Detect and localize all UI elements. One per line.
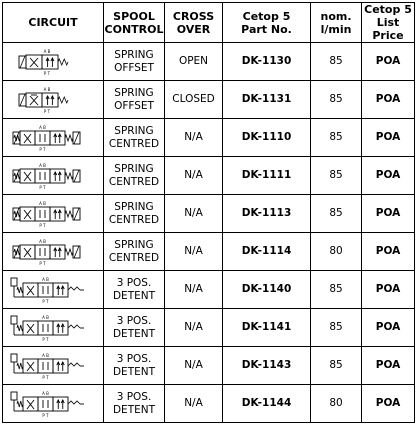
- spool-control-cell: SPRING OFFSET: [104, 43, 165, 81]
- table-row: [3, 309, 415, 347]
- svg-text:A B: A B: [39, 162, 46, 168]
- part-no-cell: DK-1110: [223, 119, 311, 157]
- part-no-cell: DK-1111: [223, 157, 311, 195]
- flow-cell: 85: [311, 271, 362, 309]
- svg-text:P T: P T: [43, 108, 51, 114]
- cross-over-cell: N/A: [165, 347, 223, 385]
- circuit-cell: [3, 195, 104, 233]
- table-row: [3, 195, 415, 233]
- list-price-cell: POA: [362, 271, 415, 309]
- svg-text:A B: A B: [42, 314, 49, 320]
- list-price-cell: POA: [362, 81, 415, 119]
- flow-cell: 85: [311, 347, 362, 385]
- spool-control-cell: SPRING CENTRED: [104, 119, 165, 157]
- list-price-cell: POA: [362, 195, 415, 233]
- svg-text:A B: A B: [42, 352, 49, 358]
- cross-over-cell: N/A: [165, 385, 223, 423]
- svg-text:A B: A B: [42, 390, 49, 396]
- svg-text:P T: P T: [39, 260, 46, 266]
- part-no-cell: DK-1114: [223, 233, 311, 271]
- svg-text:A B: A B: [43, 86, 51, 92]
- svg-text:P T: P T: [42, 374, 49, 380]
- svg-text:A B: A B: [39, 238, 46, 244]
- 3pos-spring-centred-icon: [7, 161, 99, 191]
- svg-text:A B: A B: [39, 124, 46, 130]
- spool-control-cell: SPRING OFFSET: [104, 81, 165, 119]
- part-no-cell: DK-1140: [223, 271, 311, 309]
- part-no-cell: DK-1113: [223, 195, 311, 233]
- cross-over-cell: N/A: [165, 309, 223, 347]
- circuit-cell: [3, 233, 104, 271]
- spool-control-cell: 3 POS. DETENT: [104, 347, 165, 385]
- circuit-cell: [3, 157, 104, 195]
- table-row: [3, 385, 415, 423]
- 2pos-spring-closed-icon: [7, 85, 99, 115]
- valve-spec-table: [2, 2, 415, 423]
- circuit-cell: [3, 81, 104, 119]
- 3pos-spring-centred-icon: [7, 199, 99, 229]
- list-price-cell: POA: [362, 119, 415, 157]
- header-list-price: Cetop 5 List Price: [362, 3, 415, 43]
- flow-cell: 80: [311, 385, 362, 423]
- svg-text:A B: A B: [42, 276, 49, 282]
- part-no-cell: DK-1130: [223, 43, 311, 81]
- header-row: [3, 3, 415, 43]
- list-price-cell: POA: [362, 157, 415, 195]
- svg-text:A B: A B: [43, 48, 51, 54]
- 2pos-spring-open-icon: [7, 47, 99, 77]
- svg-text:A B: A B: [39, 200, 46, 206]
- cross-over-cell: N/A: [165, 233, 223, 271]
- table-row: [3, 157, 415, 195]
- header-spool-control: SPOOL CONTROL: [104, 3, 165, 43]
- spool-control-cell: 3 POS. DETENT: [104, 385, 165, 423]
- 3pos-detent-icon: [7, 275, 99, 305]
- svg-text:P T: P T: [42, 298, 49, 304]
- svg-text:P T: P T: [42, 412, 49, 418]
- 3pos-spring-centred-icon: [7, 123, 99, 153]
- circuit-cell: [3, 119, 104, 157]
- cross-over-cell: N/A: [165, 195, 223, 233]
- part-no-cell: DK-1143: [223, 347, 311, 385]
- table-row: [3, 347, 415, 385]
- header-flow: nom. l/min: [311, 3, 362, 43]
- svg-text:P T: P T: [43, 70, 51, 76]
- list-price-cell: POA: [362, 385, 415, 423]
- cross-over-cell: N/A: [165, 119, 223, 157]
- table-row: [3, 271, 415, 309]
- spool-control-cell: SPRING CENTRED: [104, 157, 165, 195]
- flow-cell: 85: [311, 81, 362, 119]
- 3pos-spring-centred-icon: [7, 237, 99, 267]
- flow-cell: 85: [311, 157, 362, 195]
- header-cross-over: CROSS OVER: [165, 3, 223, 43]
- svg-text:P T: P T: [39, 184, 46, 190]
- svg-text:P T: P T: [39, 222, 46, 228]
- header-part-no: Cetop 5 Part No.: [223, 3, 311, 43]
- flow-cell: 85: [311, 195, 362, 233]
- part-no-cell: DK-1131: [223, 81, 311, 119]
- circuit-cell: [3, 43, 104, 81]
- cross-over-cell: CLOSED: [165, 81, 223, 119]
- cross-over-cell: OPEN: [165, 43, 223, 81]
- cross-over-cell: N/A: [165, 271, 223, 309]
- table-row: [3, 119, 415, 157]
- spool-control-cell: 3 POS. DETENT: [104, 309, 165, 347]
- table-row: [3, 233, 415, 271]
- list-price-cell: POA: [362, 309, 415, 347]
- flow-cell: 85: [311, 119, 362, 157]
- list-price-cell: POA: [362, 43, 415, 81]
- list-price-cell: POA: [362, 233, 415, 271]
- flow-cell: 85: [311, 309, 362, 347]
- flow-cell: 85: [311, 43, 362, 81]
- 3pos-detent-icon: [7, 351, 99, 381]
- spool-control-cell: SPRING CENTRED: [104, 195, 165, 233]
- circuit-cell: [3, 271, 104, 309]
- table-row: [3, 81, 415, 119]
- 3pos-detent-icon: [7, 313, 99, 343]
- header-circuit: CIRCUIT: [3, 3, 104, 43]
- flow-cell: 80: [311, 233, 362, 271]
- circuit-cell: [3, 385, 104, 423]
- circuit-cell: [3, 347, 104, 385]
- table-row: [3, 43, 415, 81]
- spool-control-cell: SPRING CENTRED: [104, 233, 165, 271]
- circuit-cell: [3, 309, 104, 347]
- part-no-cell: DK-1141: [223, 309, 311, 347]
- svg-text:P T: P T: [39, 146, 46, 152]
- cross-over-cell: N/A: [165, 157, 223, 195]
- spool-control-cell: 3 POS. DETENT: [104, 271, 165, 309]
- list-price-cell: POA: [362, 347, 415, 385]
- 3pos-detent-icon: [7, 389, 99, 419]
- svg-text:P T: P T: [42, 336, 49, 342]
- part-no-cell: DK-1144: [223, 385, 311, 423]
